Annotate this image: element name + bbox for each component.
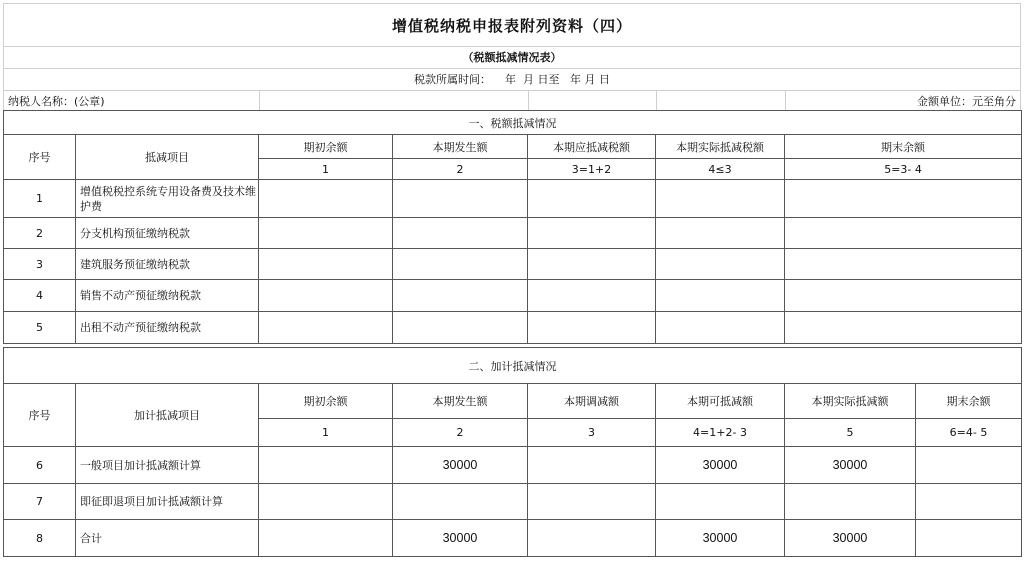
value-cell[interactable] bbox=[785, 312, 1022, 344]
additional-deduction-table bbox=[3, 347, 1022, 557]
table-row bbox=[4, 447, 1022, 484]
header-divider bbox=[528, 90, 529, 111]
value-cell[interactable] bbox=[528, 180, 656, 218]
section1-title: 一、税额抵减情况 bbox=[4, 111, 1022, 135]
row-seq: 6 bbox=[4, 447, 76, 484]
table-row bbox=[4, 280, 1022, 312]
col-number: 5=3- 4 bbox=[785, 159, 1022, 180]
value-cell[interactable] bbox=[785, 484, 916, 520]
table-row bbox=[4, 218, 1022, 249]
value-cell[interactable] bbox=[393, 484, 528, 520]
row-item: 一般项目加计抵减额计算 bbox=[76, 447, 259, 484]
value-cell[interactable] bbox=[259, 447, 393, 484]
taxpayer-name-label: 纳税人名称：(公章) bbox=[8, 94, 105, 108]
row-seq: 2 bbox=[4, 218, 76, 249]
col-header: 期初余额 bbox=[259, 135, 393, 159]
value-cell[interactable] bbox=[656, 249, 785, 280]
row-seq: 7 bbox=[4, 484, 76, 520]
value-cell[interactable] bbox=[656, 180, 785, 218]
col-header: 本期应抵减税额 bbox=[528, 135, 656, 159]
col-header: 本期可抵减额 bbox=[656, 384, 785, 419]
value-cell[interactable] bbox=[393, 218, 528, 249]
table-row bbox=[4, 180, 1022, 218]
value-cell[interactable] bbox=[785, 180, 1022, 218]
value-cell[interactable] bbox=[259, 218, 393, 249]
row-item: 出租不动产预征缴纳税款 bbox=[76, 312, 259, 344]
col-number: 3 bbox=[528, 419, 656, 447]
value-cell[interactable] bbox=[259, 280, 393, 312]
col-number: 3=1+2 bbox=[528, 159, 656, 180]
col-header: 期末余额 bbox=[785, 135, 1022, 159]
value-cell[interactable] bbox=[259, 249, 393, 280]
col-number: 5 bbox=[785, 419, 916, 447]
value-cell[interactable] bbox=[785, 280, 1022, 312]
value-cell[interactable] bbox=[393, 249, 528, 280]
col-header: 期末余额 bbox=[916, 384, 1022, 419]
table-row bbox=[4, 249, 1022, 280]
value-cell[interactable] bbox=[916, 447, 1022, 484]
value-cell[interactable]: 30000 bbox=[656, 520, 785, 557]
value-cell[interactable] bbox=[656, 484, 785, 520]
value-cell[interactable] bbox=[259, 520, 393, 557]
col-number: 1 bbox=[259, 419, 393, 447]
value-cell[interactable] bbox=[259, 180, 393, 218]
col-number: 2 bbox=[393, 159, 528, 180]
form-subtitle: （税额抵减情况表） bbox=[4, 46, 1020, 69]
value-cell[interactable] bbox=[259, 312, 393, 344]
seq-header: 序号 bbox=[4, 384, 76, 447]
value-cell[interactable] bbox=[528, 312, 656, 344]
value-cell[interactable] bbox=[259, 484, 393, 520]
col-header: 本期实际抵减税额 bbox=[656, 135, 785, 159]
section2-title: 二、加计抵减情况 bbox=[4, 348, 1022, 384]
value-cell[interactable] bbox=[656, 280, 785, 312]
deduction-table bbox=[3, 110, 1022, 344]
row-seq: 8 bbox=[4, 520, 76, 557]
form-header bbox=[3, 3, 1021, 111]
value-cell[interactable] bbox=[393, 312, 528, 344]
value-cell[interactable] bbox=[916, 520, 1022, 557]
header-divider bbox=[259, 90, 260, 111]
value-cell[interactable] bbox=[393, 180, 528, 218]
value-cell[interactable] bbox=[528, 280, 656, 312]
value-cell[interactable]: 30000 bbox=[785, 447, 916, 484]
col-number: 2 bbox=[393, 419, 528, 447]
row-item: 销售不动产预征缴纳税款 bbox=[76, 280, 259, 312]
form-title: 增值税纳税申报表附列资料（四） bbox=[4, 4, 1020, 47]
value-cell[interactable] bbox=[656, 218, 785, 249]
row-item: 增值税税控系统专用设备费及技术维护费 bbox=[76, 180, 259, 218]
value-cell[interactable] bbox=[528, 447, 656, 484]
row-item: 合计 bbox=[76, 520, 259, 557]
item-header: 加计抵减项目 bbox=[76, 384, 259, 447]
header-divider bbox=[656, 90, 657, 111]
col-number: 1 bbox=[259, 159, 393, 180]
table-row bbox=[4, 484, 1022, 520]
value-cell[interactable]: 30000 bbox=[656, 447, 785, 484]
value-cell[interactable] bbox=[785, 218, 1022, 249]
col-number: 4≤3 bbox=[656, 159, 785, 180]
col-header: 期初余额 bbox=[259, 384, 393, 419]
col-number: 6=4- 5 bbox=[916, 419, 1022, 447]
value-cell[interactable] bbox=[528, 218, 656, 249]
row-item: 分支机构预征缴纳税款 bbox=[76, 218, 259, 249]
table-row bbox=[4, 312, 1022, 344]
value-cell[interactable] bbox=[656, 312, 785, 344]
tax-period: 税款所属时间： 年 月 日至 年 月 日 bbox=[4, 68, 1020, 91]
value-cell[interactable] bbox=[785, 249, 1022, 280]
row-seq: 4 bbox=[4, 280, 76, 312]
value-cell[interactable] bbox=[916, 484, 1022, 520]
row-item: 即征即退项目加计抵减额计算 bbox=[76, 484, 259, 520]
row-seq: 5 bbox=[4, 312, 76, 344]
value-cell[interactable] bbox=[528, 484, 656, 520]
row-seq: 1 bbox=[4, 180, 76, 218]
col-header: 本期发生额 bbox=[393, 135, 528, 159]
col-number: 4=1+2- 3 bbox=[656, 419, 785, 447]
col-header: 本期发生额 bbox=[393, 384, 528, 419]
row-item: 建筑服务预征缴纳税款 bbox=[76, 249, 259, 280]
amount-unit-label: 金额单位：元至角分 bbox=[917, 94, 1016, 108]
item-header: 抵减项目 bbox=[76, 135, 259, 180]
value-cell[interactable]: 30000 bbox=[785, 520, 916, 557]
table-row bbox=[4, 520, 1022, 557]
header-divider bbox=[785, 90, 786, 111]
value-cell[interactable] bbox=[528, 249, 656, 280]
seq-header: 序号 bbox=[4, 135, 76, 180]
value-cell[interactable] bbox=[393, 280, 528, 312]
value-cell[interactable]: 30000 bbox=[393, 447, 528, 484]
col-header: 本期调减额 bbox=[528, 384, 656, 419]
value-cell[interactable] bbox=[528, 520, 656, 557]
value-cell[interactable]: 30000 bbox=[393, 520, 528, 557]
col-header: 本期实际抵减额 bbox=[785, 384, 916, 419]
row-seq: 3 bbox=[4, 249, 76, 280]
